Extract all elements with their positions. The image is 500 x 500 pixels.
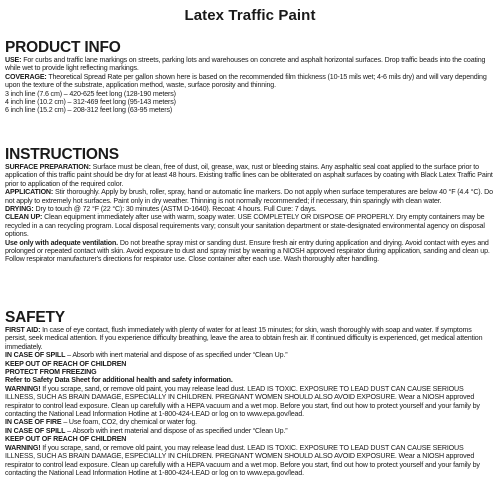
keep-out-warning: KEEP OUT OF REACH OF CHILDREN [5,359,127,368]
application-text: Stir thoroughly. Apply by brush, roller, spray, hand or automatic line markers. Do not apply when surface temperatures are below 40 °F (4.4 °C). Do not apply to extremely hot surfaces. Paint only in dry weather. Thinning is not normally recommended; if necessary, thin sparingly with clean water. [5,188,493,205]
cleanup-label: CLEAN UP: [5,213,43,222]
fire-label: IN CASE OF FIRE [5,418,62,427]
safety-body [5,326,495,477]
application-paragraph [5,188,495,205]
lead-warning-label: WARNING! [5,384,41,393]
first-aid-paragraph [5,326,495,351]
use-paragraph [5,56,495,73]
safety-section [5,310,495,477]
coverage-label: COVERAGE: [5,72,47,81]
coverage-text: Theoretical Spread Rate per gallon shown here is based on the recommended film thickness (10-15 mils wet; 4-6 mils dry) and will vary depending upon the texture of the substrate, application method, waste, surface porosity and thinning. [5,72,487,90]
document-title: Latex Traffic Paint [184,7,316,24]
coverage-line-4in: 4 inch line (10.2 cm) – 312-469 feet long (95-143 meters) [5,98,176,107]
cleanup-paragraph [5,213,495,238]
application-label: APPLICATION: [5,188,54,197]
instructions-body [5,163,495,264]
cleanup-text: Clean equipment immediately after use with warm, soapy water. USE COMPLETELY OR DISPOSE OF PROPERLY. Dry empty containers may be recycled in a can recycling program. Local disposal requirements vary; consult your sanitation department or state-designated environmental agency on disposal options. [5,213,485,239]
lead-warning-text-2: If you scrape, sand, or remove old paint, you may release lead dust. LEAD IS TOXIC. EXPOSURE TO LEAD DUST CAN CAUSE SERIOUS ILLNESS, SUCH AS BRAIN DAMAGE, ESPECIALLY IN CHILDREN. PREGNANT WOMEN SHOULD ALSO AVOID EXPOSURE. Wear a NIOSH approved respirator to control lead exposure. Clean up carefully with a HEPA vacuum and a wet mop. Before you start, find out how to protect yourself and your family by contacting the National Lead Information Hotline at 1-800-424-LEAD or log on to www.epa.gov/lead. [5,443,480,477]
spill-text: – Absorb with inert material and dispose of as specified under “Clean Up.” [67,351,288,360]
spill-label-2: IN CASE OF SPILL [5,426,66,435]
protect-freezing-warning: PROTECT FROM FREEZING [5,368,97,377]
safety-heading: SAFETY [5,309,65,326]
use-text: For curbs and traffic lane markings on streets, parking lots and warehouses on concrete and asphalt horizontal surfaces. Drop traffic beads into the coating while wet to provide light reflecting markings. [5,56,486,73]
lead-warning-label-2: WARNING! [5,443,41,452]
surface-prep-label: SURFACE PREPARATION: [5,163,91,171]
fire-paragraph [5,418,495,426]
fire-text: – Use foam, CO2, dry chemical or water fog. [63,418,197,427]
lead-warning-paragraph [5,385,495,419]
lead-warning-paragraph-2 [5,444,495,478]
instructions-section [5,147,495,264]
spill-text-2: – Absorb with inert material and dispose of as specified under “Clean Up.” [67,426,288,435]
coverage-paragraph [5,73,495,90]
ventilation-label: Use only with adequate ventilation. [5,238,118,247]
ventilation-text: Do not breathe spray mist or sanding dust. Ensure fresh air entry during application and drying. Avoid contact with eyes and prolonged or repeated contact with skin. Avoid exposure to dust and spray mist by wearing a NIOSH approved respirator during application, sanding and clean up. Follow respirator manufacturer's directions for respirator use. Close container after each use. Wash thoroughly after handling. [5,238,490,264]
coverage-line-6in: 6 inch line (15.2 cm) – 208-312 feet long (63-95 meters) [5,106,173,115]
spill-label: IN CASE OF SPILL [5,351,66,360]
product-info-section [5,40,495,115]
product-info-heading: PRODUCT INFO [5,39,121,56]
spill-paragraph [5,351,495,359]
use-label: USE: [5,56,22,64]
ventilation-paragraph [5,239,495,264]
product-info-body [5,56,495,115]
lead-warning-text: If you scrape, sand, or remove old paint, you may release lead dust. LEAD IS TOXIC. EXPOSURE TO LEAD DUST CAN CAUSE SERIOUS ILLNESS, SUCH AS BRAIN DAMAGE, ESPECIALLY IN CHILDREN. PREGNANT WOMEN SHOULD ALSO AVOID EXPOSURE. Wear a NIOSH approved respirator to control lead exposure. Clean up carefully with a HEPA vacuum and a wet mop. Before you start, find out how to protect yourself and your family by contacting the National Lead Information Hotline at 1-800-424-LEAD or log on to www.epa.gov/lead. [5,384,480,419]
drying-text: Dry to touch @ 72 °F (22 °C): 30 minutes (ASTM D-1640). Recoat: 4 hours. Full Cure: 7 days. [35,205,317,214]
instructions-heading: INSTRUCTIONS [5,146,119,163]
first-aid-text: In case of eye contact, flush immediately with plenty of water for at least 15 minutes; for skin, wash thoroughly with soap and water. If symptoms persist, seek medical attention. If you experience difficulty breathing, leave the area to obtain fresh air. If continued difficulty is experienced, get medical attention immediately. [5,326,483,351]
coverage-line-3in: 3 inch line (7.6 cm) – 420-625 feet long (128-190 meters) [5,89,176,98]
drying-paragraph [5,205,495,213]
refer-sds-note: Refer to Safety Data Sheet for additional health and safety information. [5,376,233,385]
keep-out-warning-2: KEEP OUT OF REACH OF CHILDREN [5,435,127,444]
surface-prep-text: Surface must be clean, free of dust, oil, grease, wax, rust or bleeding stains. Any asphaltic seal coat applied to the surface prior to application of this traffic paint should be dry for at least 48 hours. Existing traffic lines can be obliterated on asphalt surfaces by coating with Black Latex Traffic Paint prior to application of the required color. [5,163,493,188]
spill-paragraph-2 [5,427,495,435]
surface-prep-paragraph [5,163,495,188]
drying-label: DRYING: [5,205,34,214]
first-aid-label: FIRST AID: [5,326,41,334]
